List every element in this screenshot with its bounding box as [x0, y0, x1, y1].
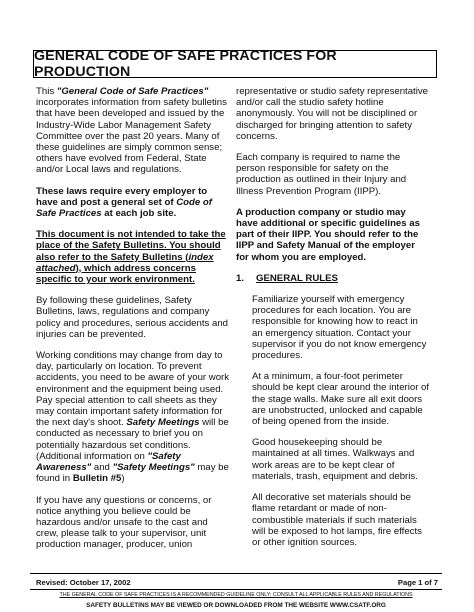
- questions-paragraph: If you have any questions or concerns, or notice anything you believe could be hazardous and/or unsafe to the cast and crew, please talk to your supervisor, unit production manager, producer, union: [36, 494, 212, 551]
- footer-rule-bottom: [30, 589, 442, 590]
- rule-emergency: Familiarize yourself with emergency procedures for each location. You are responsible for knowing how to react in an emergency situation. Contact your supervisor if you do not know emergency procedures.: [252, 294, 427, 362]
- intro-text-c: incorporates information from safety bulletins that have been developed and issued by the Industry-Wide Labor Management Safety Committee over the past 20 years. Many of these guidelines are simply common sense; others have evolved from Federal, State and/or Local laws and regulations.: [36, 97, 227, 176]
- section-heading: [236, 273, 430, 284]
- wc-text-c: will be conducted as necessary to brief you on potentially hazardous set conditions. (Additional information on: [36, 417, 229, 462]
- working-conditions-paragraph: [36, 350, 230, 484]
- wc-safety-meetings-ref: "Safety Meetings": [112, 462, 195, 474]
- document-title-text: GENERAL CODE OF SAFE PRACTICES FOR PRODUCTION: [34, 48, 337, 80]
- section-title: GENERAL RULES: [256, 272, 338, 284]
- laws-text-c: at each job site.: [101, 208, 177, 220]
- footer-rule-top: [30, 573, 442, 574]
- wc-text-g: may be found in: [36, 462, 229, 485]
- laws-paragraph: [36, 186, 230, 220]
- bulletins-notice: [36, 229, 230, 285]
- notice-text-a: This document is not intended to take the place of the Safety Bulletins. You should also refer to the Safety Bulletins (: [36, 229, 226, 263]
- company-guidelines-paragraph: A production company or studio may have additional or specific guidelines as part of their IIPP. You should refer to the IIPP and Safety Manual of the employer for whom you are employed.: [236, 206, 420, 263]
- wc-safety-meetings: Safety Meetings: [126, 417, 200, 429]
- iipp-paragraph: Each company is required to name the person responsible for safety on the production as outlined in their Injury and Illness Prevention Program (IIPP).: [236, 152, 407, 197]
- wc-bulletin-ref: Bulletin #5: [72, 473, 122, 485]
- rule-housekeeping: Good housekeeping should be maintained at all times. Walkways and work areas are to be kept clear of materials, trash, equipment and debris.: [252, 437, 418, 482]
- intro-paragraph: [36, 86, 230, 176]
- wc-safety-awareness: "Safety Awareness": [36, 450, 181, 474]
- section-number: 1.: [236, 272, 245, 284]
- intro-doc-name: "General Code of Safe Practices": [56, 86, 209, 97]
- intro-text-a: This: [36, 86, 57, 97]
- rule-flame-retardant: All decorative set materials should be flame retardant or made of non-combustible materials if such materials will be exposed to hot lamps, fire effects or other ignition sources.: [252, 492, 422, 548]
- wc-text-a: Working conditions may change from day to day, particularly on location. To prevent accidents, you need to be aware of your work environment and the equipment being used. Pay special attention to call sheets as they may contain important safety information for the next day's shoot.: [36, 350, 230, 429]
- notice-index-link: index attached: [36, 251, 214, 274]
- hotline-paragraph: representative or studio safety representative and/or call the studio safety hotline anonymously. You will not be disciplined or discharged for bringing attention to safety concerns.: [236, 86, 428, 142]
- footer-website: SAFETY BULLETINS MAY BE VIEWED OR DOWNLOADED FROM THE WEBSITE WWW.CSATF.ORG: [86, 602, 386, 609]
- revised-date: Revised: October 17, 2002: [36, 578, 131, 587]
- guidelines-paragraph: By following these guidelines, Safety Bulletins, laws, regulations and company policy and procedures, serious accidents and injuries can be prevented.: [36, 295, 228, 340]
- document-title: [33, 50, 437, 78]
- left-column: [36, 86, 230, 561]
- wc-text-e: and: [91, 462, 113, 474]
- rule-perimeter: At a minimum, a four-foot perimeter should be kept clear around the interior of the stage walls. Make sure all exit doors are unobstructed, unlocked and capable of being opened from the inside.: [252, 371, 430, 428]
- footer-row: [36, 578, 438, 587]
- laws-code-name: Code of Safe Practices: [36, 196, 212, 220]
- laws-text-a: These laws require every employer to have and post a general set of: [36, 185, 208, 208]
- page-number: Page 1 of 7: [397, 578, 438, 587]
- right-column: [236, 86, 430, 558]
- wc-text-i: ): [121, 473, 125, 485]
- notice-text-c: ), which address concerns specific to your work environment.: [36, 262, 196, 286]
- footer-disclaimer: THE GENERAL CODE OF SAFE PRACTICES IS A RECOMMENDED GUIDELINE ONLY; CONSULT ALL APPLICABLE RULES AND REGULATIONS: [59, 592, 413, 598]
